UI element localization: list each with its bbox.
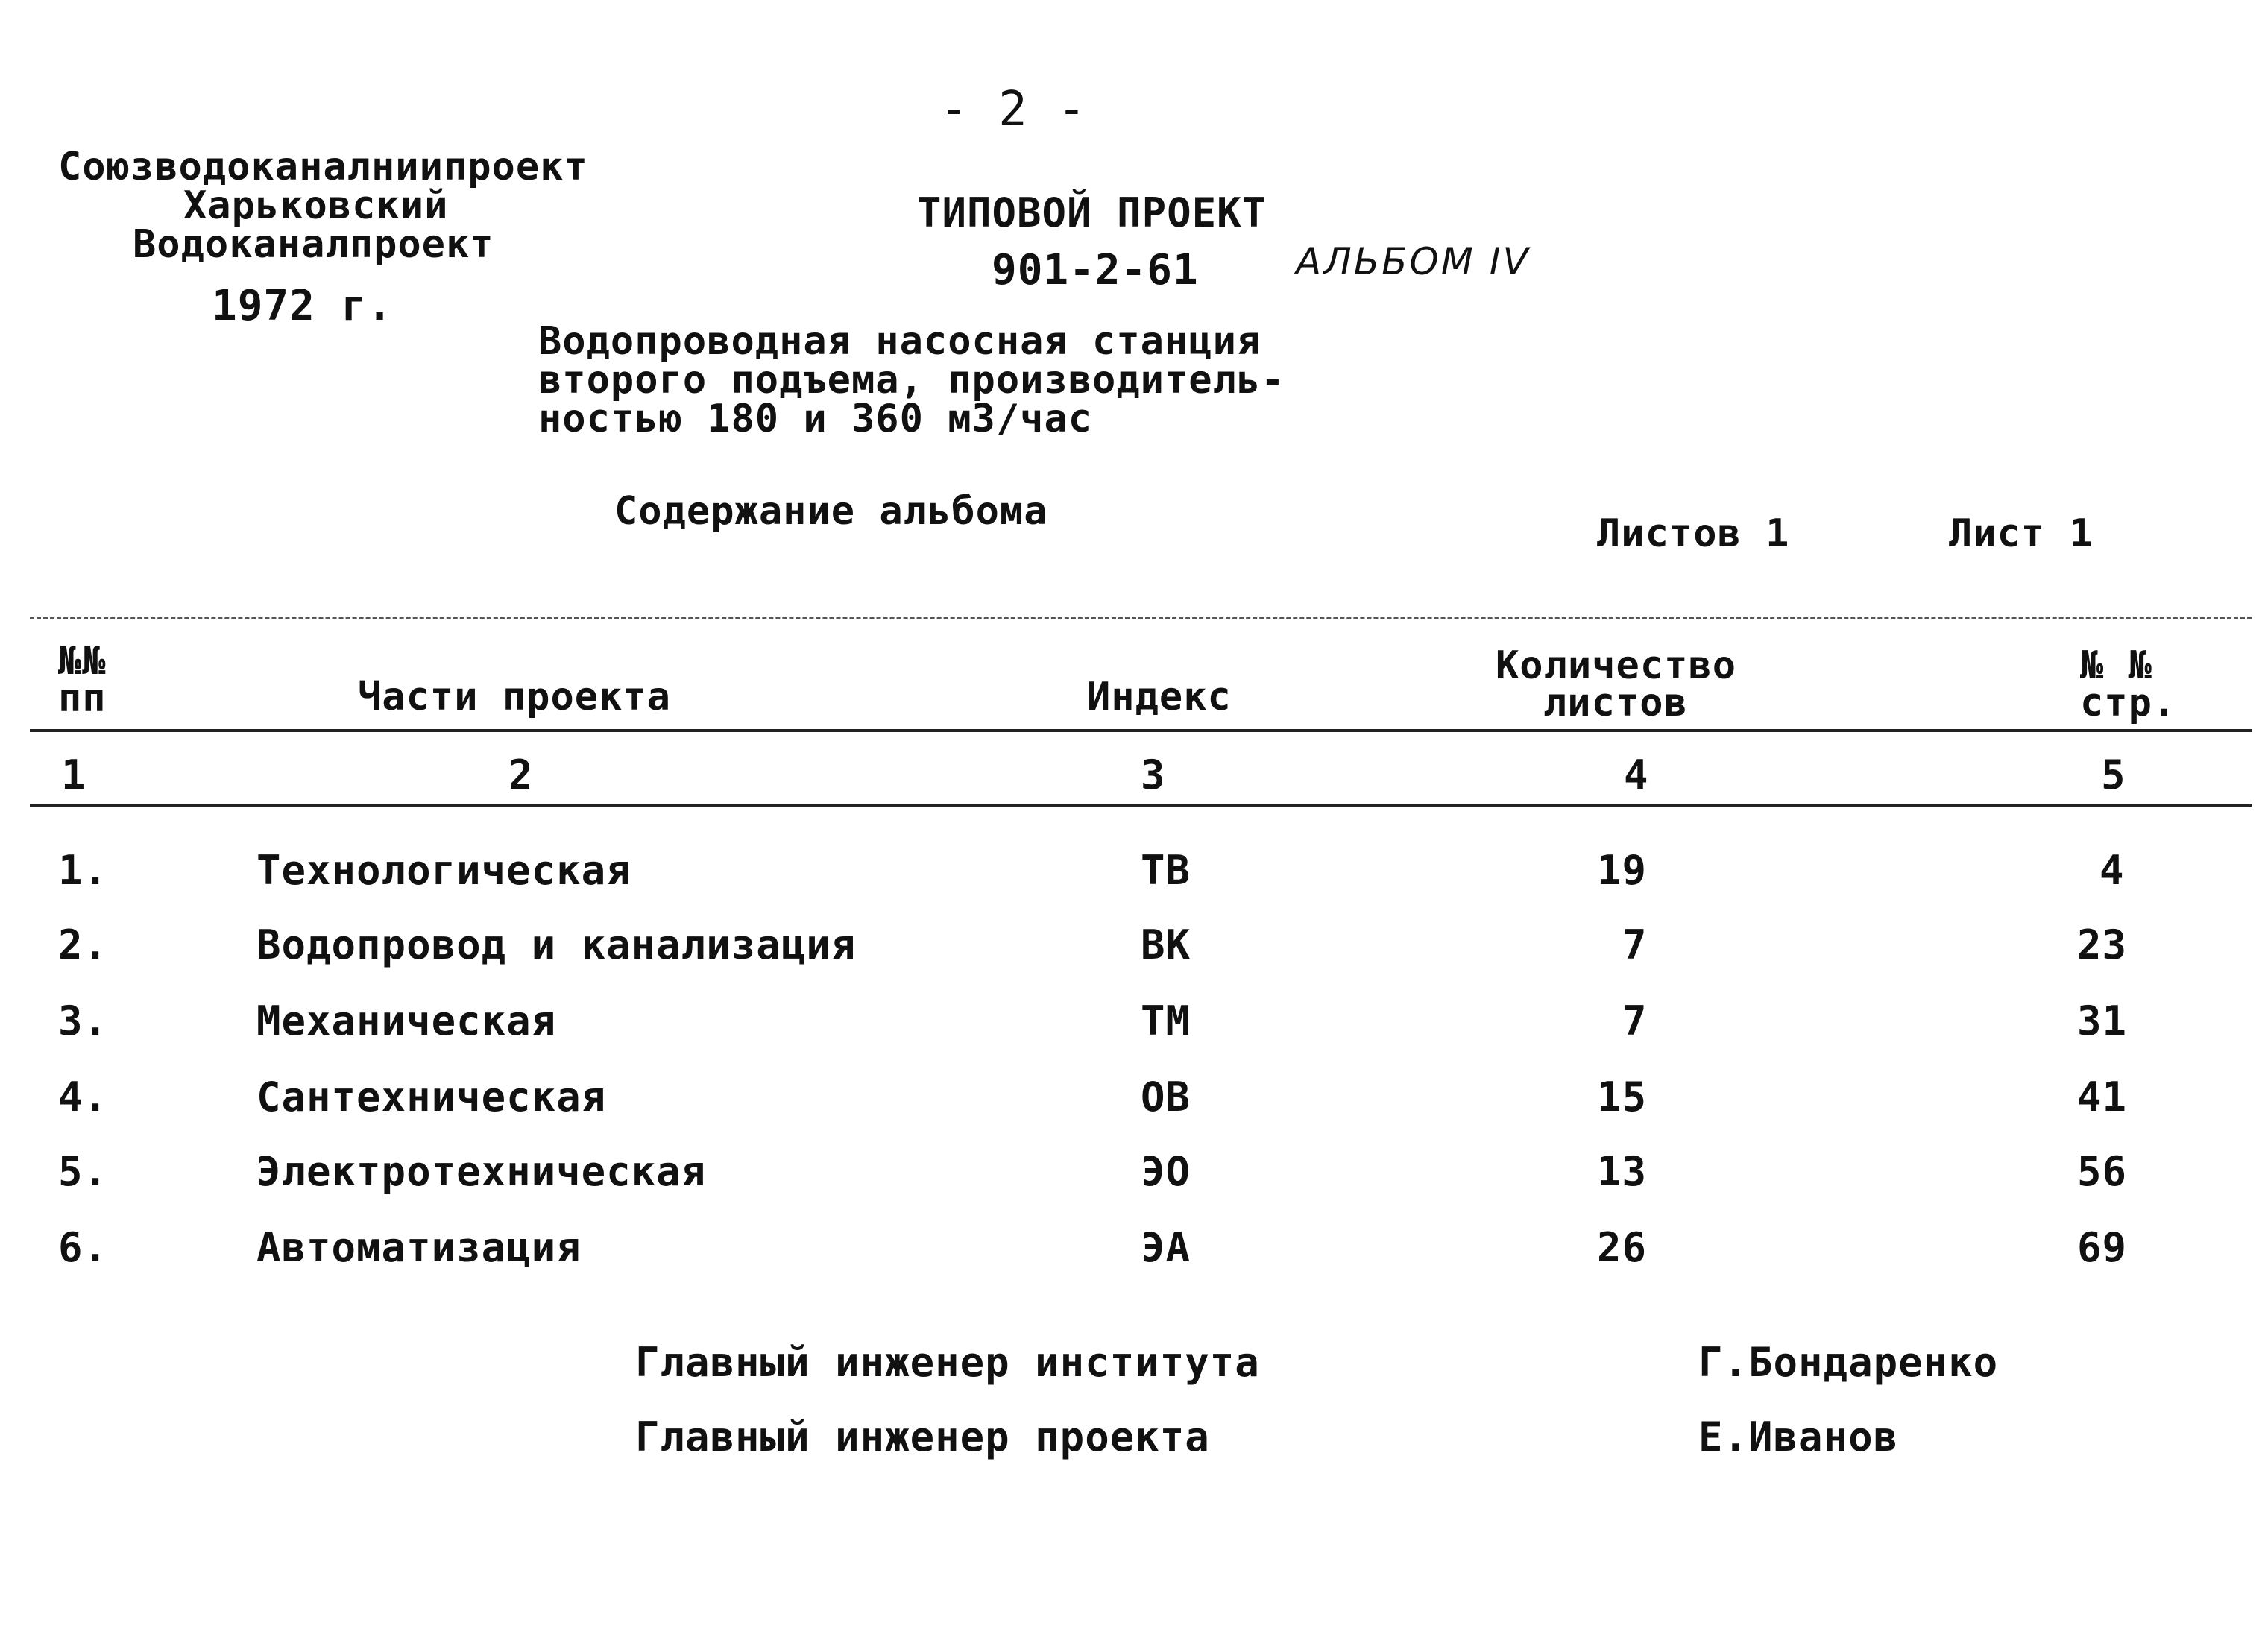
- row-sheets: 26: [1597, 1224, 1648, 1271]
- row-num: 1.: [58, 847, 109, 894]
- header-page: [2080, 643, 2177, 725]
- header-page-line-2: стр.: [2080, 681, 2177, 725]
- row-page: 4: [2099, 847, 2125, 894]
- header-page-line-1: № №: [2080, 643, 2152, 688]
- row-page: 69: [2077, 1224, 2128, 1271]
- album-note-handwritten: АЛЬБОМ IV: [1296, 240, 1531, 283]
- row-sheets: 7: [1622, 997, 1648, 1044]
- sheet-number: Лист 1: [1949, 511, 2094, 556]
- project-type: ТИПОВОЙ ПРОЕКТ: [917, 189, 1267, 236]
- col-number-3: 3: [1141, 751, 1166, 798]
- header-bottom-rule: [30, 729, 2252, 732]
- row-index: ЭО: [1141, 1148, 1191, 1195]
- row-sheets: 7: [1622, 921, 1648, 968]
- organization-line-1: Союзводоканалниипроект: [58, 145, 588, 189]
- header-num-line-2: пп: [58, 676, 107, 721]
- table-top-rule: [30, 617, 2252, 620]
- row-num: 2.: [58, 921, 109, 968]
- row-part: Сантехническая: [256, 1074, 607, 1120]
- row-part: Технологическая: [256, 847, 631, 894]
- col-number-5: 5: [2101, 751, 2126, 798]
- row-sheets: 19: [1597, 847, 1648, 894]
- description-line-2: второго подъема, производитель-: [538, 358, 1285, 403]
- row-page: 56: [2077, 1148, 2128, 1195]
- contents-title: Содержание альбома: [614, 489, 1048, 534]
- row-part: Механическая: [256, 997, 557, 1044]
- organization-line-2: Харьковский: [183, 183, 449, 228]
- row-index: ОВ: [1141, 1074, 1191, 1120]
- col-number-1: 1: [61, 751, 86, 798]
- row-index: ЭА: [1141, 1224, 1191, 1271]
- organization-line-3: Водоканалпроект: [133, 222, 494, 267]
- project-description: [538, 319, 1285, 441]
- description-line-1: Водопроводная насосная станция: [538, 319, 1261, 364]
- header-count: [1496, 643, 1737, 725]
- row-num: 6.: [58, 1224, 109, 1271]
- col-number-2: 2: [508, 751, 534, 798]
- row-index: ТВ: [1141, 847, 1191, 894]
- column-numbers-rule: [30, 804, 2252, 807]
- sheets-total: Листов 1: [1597, 511, 1790, 556]
- row-index: ВК: [1141, 921, 1191, 968]
- row-num: 5.: [58, 1148, 109, 1195]
- project-code: 901-2-61: [992, 246, 1199, 294]
- header-count-line-2: листов: [1543, 681, 1688, 725]
- row-sheets: 15: [1597, 1074, 1648, 1120]
- row-sheets: 13: [1597, 1148, 1648, 1195]
- header-parts: Части проекта: [358, 675, 671, 719]
- year: 1972 г.: [212, 282, 394, 330]
- row-part: Автоматизация: [256, 1224, 582, 1271]
- row-index: ТМ: [1141, 997, 1191, 1044]
- col-number-4: 4: [1624, 751, 1649, 798]
- row-part: Водопровод и канализация: [256, 921, 857, 968]
- signature-role-project: Главный инженер проекта: [635, 1413, 1210, 1460]
- row-page: 23: [2077, 921, 2128, 968]
- row-page: 41: [2077, 1074, 2128, 1120]
- row-num: 3.: [58, 997, 109, 1044]
- page-number: - 2 -: [939, 82, 1087, 137]
- row-part: Электротехническая: [256, 1148, 707, 1195]
- header-index: Индекс: [1087, 675, 1232, 719]
- organization-block: [58, 145, 588, 267]
- row-num: 4.: [58, 1074, 109, 1120]
- signature-role-institute: Главный инженер института: [635, 1339, 1260, 1386]
- signature-name-project: Е.Иванов: [1698, 1413, 1899, 1460]
- header-num-line-1: №№: [58, 639, 107, 684]
- description-line-3: ностью 180 и 360 м3/час: [538, 397, 1093, 441]
- signature-name-institute: Г.Бондаренко: [1698, 1339, 1999, 1386]
- row-page: 31: [2077, 997, 2128, 1044]
- header-count-line-1: Количество: [1496, 643, 1737, 688]
- header-num: [58, 639, 107, 721]
